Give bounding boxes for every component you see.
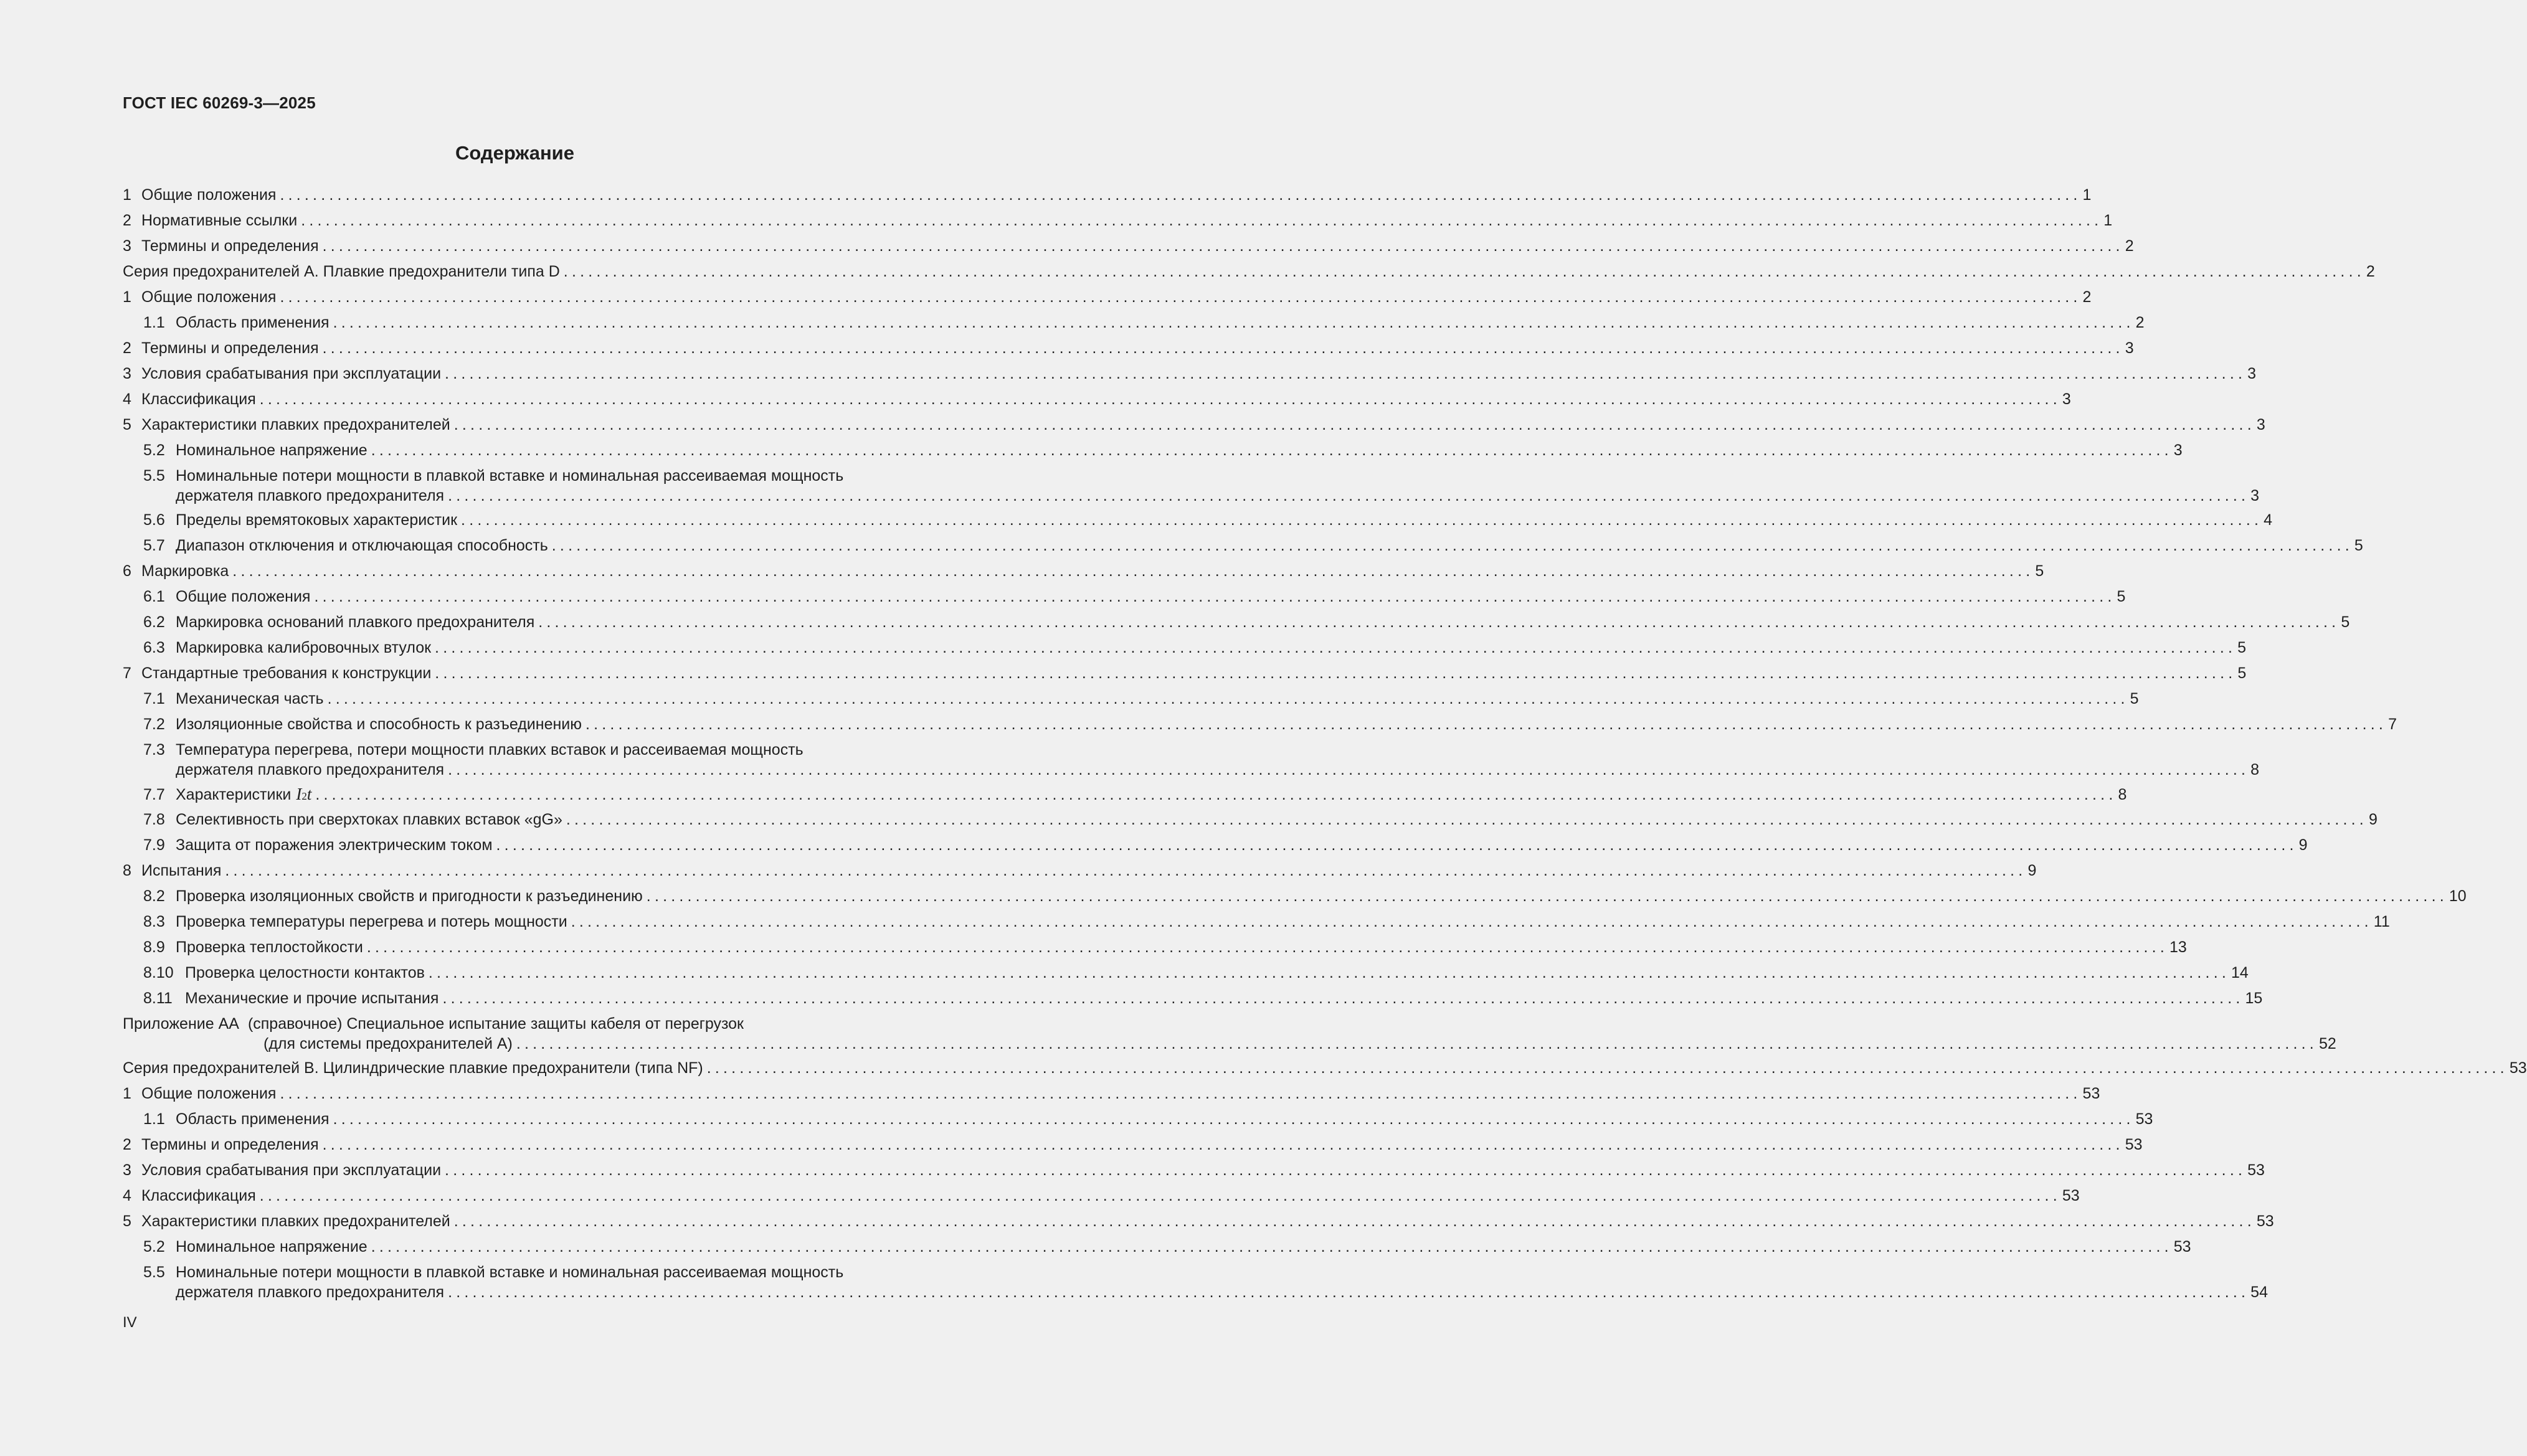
- toc-entry-number: 1: [123, 1085, 131, 1102]
- dot-leader: ............................................................................................................................................................................................................................: [448, 1283, 2250, 1301]
- toc-entry-page: 10: [2449, 887, 2467, 905]
- toc-entry-number: 3: [123, 1161, 131, 1179]
- toc-entry-title: Нормативные ссылки: [141, 212, 298, 229]
- toc-entry[interactable]: [123, 935, 2187, 960]
- toc-entry-number: 8.2: [143, 887, 165, 905]
- toc-entry-page: 13: [2169, 938, 2187, 956]
- toc-entry-number: 1.1: [143, 1110, 165, 1128]
- toc-entry[interactable]: [123, 782, 2127, 807]
- toc-entry-page: 53: [2082, 1085, 2100, 1102]
- toc-entry-title: Серия предохранителей А. Плавкие предохранители типа D: [123, 263, 560, 280]
- toc-entry-title: Испытания: [141, 862, 222, 879]
- toc-entry-page: 1: [2082, 186, 2092, 204]
- toc-entry-page: 5: [2117, 588, 2126, 605]
- toc-entry-page: 9: [2368, 811, 2378, 828]
- toc-entry-title: Область применения: [176, 1110, 330, 1128]
- dot-leader: ............................................................................................................................................................................................................................: [453, 416, 2255, 433]
- dot-leader: ............................................................................................................................................................................................................................: [333, 1110, 2135, 1128]
- dot-leader: ............................................................................................................................................................................................................................: [280, 288, 2082, 306]
- toc-entry-page: 2: [2366, 263, 2375, 280]
- toc-entry-page: 53: [2125, 1136, 2143, 1153]
- page-title: Содержание: [455, 142, 574, 164]
- toc-entry[interactable]: [123, 712, 2397, 737]
- toc-entry-title: Изоляционные свойства и способность к разъединению: [176, 716, 582, 733]
- toc-entry[interactable]: [123, 361, 2257, 387]
- toc-entry-title: Маркировка оснований плавкого предохранителя: [176, 613, 535, 631]
- toc-entry[interactable]: [123, 1107, 2153, 1132]
- toc-entry-title: Характеристики плавких предохранителей: [141, 1213, 450, 1230]
- toc-entry-number: 7.1: [143, 690, 165, 707]
- toc-entry[interactable]: [123, 1056, 2527, 1081]
- dot-leader: ............................................................................................................................................................................................................................: [327, 690, 2129, 707]
- toc-entry[interactable]: [123, 909, 2390, 935]
- toc-entry-title: Номинальные потери мощности в плавкой вставке и номинальная рассеиваемая мощность: [176, 1264, 844, 1281]
- toc-entry-title: Термины и определения: [141, 1136, 319, 1153]
- toc-entry[interactable]: [123, 960, 2249, 986]
- dot-leader: ............................................................................................................................................................................................................................: [445, 1161, 2247, 1179]
- toc-entry-title: Общие положения: [141, 288, 277, 306]
- toc-entry-title: Характеристики плавких предохранителей: [141, 416, 450, 433]
- toc-entry-page: 53: [2135, 1110, 2153, 1128]
- toc-entry-page: 5: [2354, 537, 2363, 554]
- toc-entry-number: 7.2: [143, 716, 165, 733]
- toc-entry-title: Классификация: [141, 390, 256, 408]
- dot-leader: ............................................................................................................................................................................................................................: [280, 1085, 2082, 1102]
- toc-entry-page: 15: [2245, 990, 2263, 1007]
- toc-entry[interactable]: [123, 1234, 2191, 1260]
- toc-entry-page: 8: [2250, 761, 2260, 778]
- toc-entry[interactable]: [123, 208, 2113, 234]
- toc-entry-number: 5.2: [143, 1238, 165, 1255]
- toc-entry-title: Пределы времятоковых характеристик: [176, 511, 458, 529]
- toc-entry-title: Условия срабатывания при эксплуатации: [141, 365, 442, 382]
- dot-leader: ............................................................................................................................................................................................................................: [371, 1238, 2173, 1255]
- page-number: IV: [123, 1314, 137, 1331]
- toc-entry[interactable]: [123, 1132, 2143, 1158]
- toc-entry-number: 8.3: [143, 913, 165, 930]
- toc-entry-title: (справочное) Специальное испытание защиты кабеля от перегрузок: [247, 1015, 744, 1033]
- dot-leader: ............................................................................................................................................................................................................................: [571, 913, 2373, 930]
- dot-leader: ............................................................................................................................................................................................................................: [225, 862, 2027, 879]
- dot-leader: ............................................................................................................................................................................................................................: [435, 664, 2237, 682]
- toc-entry-page: 5: [2130, 690, 2139, 707]
- toc-entry-page: 53: [2062, 1187, 2080, 1204]
- toc-entry[interactable]: [123, 559, 2044, 584]
- dot-leader: ............................................................................................................................................................................................................................: [314, 588, 2116, 605]
- dot-leader: ............................................................................................................................................................................................................................: [516, 1035, 2318, 1052]
- toc-entry-page: 3: [2256, 416, 2265, 433]
- toc-entry[interactable]: [123, 438, 2183, 463]
- toc-entry-page: 9: [2298, 836, 2308, 854]
- dot-leader: ............................................................................................................................................................................................................................: [445, 365, 2247, 382]
- toc-entry-number: 8: [123, 862, 131, 879]
- toc-entry-number: 3: [123, 237, 131, 255]
- toc-entry-page: 54: [2250, 1283, 2268, 1301]
- toc-entry[interactable]: [123, 182, 2092, 208]
- toc-entry-title: Общие положения: [141, 186, 277, 204]
- toc-entry-page: 1: [2103, 212, 2113, 229]
- toc-entry-number: 4: [123, 390, 131, 408]
- toc-entry-title: Термины и определения: [141, 339, 319, 357]
- toc-entry-number: 4: [123, 1187, 131, 1204]
- toc-entry[interactable]: [123, 1013, 2336, 1056]
- toc-entry[interactable]: [123, 833, 2308, 858]
- toc-entry-page: 53: [2247, 1161, 2265, 1179]
- toc-entry[interactable]: [123, 465, 2260, 508]
- document-header: ГОСТ IEC 60269-3—2025: [123, 93, 316, 112]
- dot-leader: ............................................................................................................................................................................................................................: [259, 390, 2061, 408]
- toc-entry-page: 11: [2373, 913, 2390, 930]
- dot-leader: ............................................................................................................................................................................................................................: [448, 487, 2250, 504]
- formula-variable: I: [296, 785, 302, 803]
- toc-entry-title: держателя плавкого предохранителя: [176, 1283, 445, 1301]
- toc-entry-number: 5: [123, 1213, 131, 1230]
- toc-entry[interactable]: [123, 336, 2134, 361]
- dot-leader: ............................................................................................................................................................................................................................: [371, 442, 2173, 459]
- toc-entry[interactable]: [123, 259, 2375, 285]
- toc-entry-title: Условия срабатывания при эксплуатации: [141, 1161, 442, 1179]
- toc-entry-number: 2: [123, 1136, 131, 1153]
- dot-leader: ............................................................................................................................................................................................................................: [435, 639, 2237, 656]
- toc-entry-title: Номинальное напряжение: [176, 442, 367, 459]
- dot-leader: ............................................................................................................................................................................................................................: [322, 237, 2124, 255]
- dot-leader: ............................................................................................................................................................................................................................: [566, 811, 2368, 828]
- toc-entry-title: Номинальные потери мощности в плавкой вставке и номинальная рассеиваемая мощность: [176, 467, 844, 485]
- toc-entry-title: Проверка температуры перегрева и потерь мощности: [176, 913, 567, 930]
- toc-entry-number: 5.2: [143, 442, 165, 459]
- toc-entry-number: 7.8: [143, 811, 165, 828]
- dot-leader: ............................................................................................................................................................................................................................: [315, 786, 2117, 803]
- toc-entry-number: 5.7: [143, 537, 165, 554]
- toc-entry-number: 8.9: [143, 938, 165, 956]
- toc-entry-number: 5.6: [143, 511, 165, 529]
- toc-entry-page: 3: [2062, 390, 2071, 408]
- toc-entry-number: 8.11: [143, 990, 173, 1007]
- toc-entry[interactable]: [123, 584, 2126, 610]
- toc-entry-page: 2: [2125, 237, 2134, 255]
- toc-entry-page: 3: [2125, 339, 2134, 357]
- toc-entry-number: 1: [123, 288, 131, 306]
- toc-entry-title: Стандартные требования к конструкции: [141, 664, 432, 682]
- toc-entry-title: Диапазон отключения и отключающая способность: [176, 537, 548, 554]
- dot-leader: ............................................................................................................................................................................................................................: [496, 836, 2298, 854]
- toc-entry[interactable]: [123, 610, 2350, 635]
- toc-entry-page: 3: [2250, 487, 2260, 504]
- dot-leader: ............................................................................................................................................................................................................................: [448, 761, 2250, 778]
- toc-entry[interactable]: [123, 858, 2037, 884]
- toc-entry[interactable]: [123, 1081, 2100, 1107]
- toc-entry-title: держателя плавкого предохранителя: [176, 487, 445, 504]
- toc-entry-number: 8.10: [143, 964, 174, 981]
- dot-leader: ............................................................................................................................................................................................................................: [259, 1187, 2061, 1204]
- toc-entry[interactable]: [123, 884, 2467, 909]
- toc-entry[interactable]: [123, 635, 2247, 661]
- toc-entry-page: 2: [2082, 288, 2092, 306]
- toc-entry-page: 53: [2256, 1213, 2274, 1230]
- toc-entry[interactable]: [123, 1209, 2274, 1234]
- toc-entry[interactable]: [123, 1158, 2265, 1183]
- toc-entry-number: 7: [123, 664, 131, 682]
- dot-leader: ............................................................................................................................................................................................................................: [232, 562, 2034, 580]
- toc-entry-title: Область применения: [176, 314, 330, 331]
- toc-entry-number: 3: [123, 365, 131, 382]
- toc-entry-title: Температура перегрева, потери мощности плавких вставок и рассеиваемая мощность: [176, 741, 804, 759]
- toc-entry-title: Маркировка: [141, 562, 229, 580]
- dot-leader: ............................................................................................................................................................................................................................: [461, 511, 2263, 529]
- toc-entry-title: Проверка целостности контактов: [185, 964, 425, 981]
- toc-entry-page: 53: [2509, 1059, 2527, 1077]
- toc-entry-page: 5: [2237, 664, 2247, 682]
- toc-entry-number: 6.3: [143, 639, 165, 656]
- toc-entry-page: 5: [2035, 562, 2044, 580]
- dot-leader: ............................................................................................................................................................................................................................: [646, 887, 2448, 905]
- formula-superscript: 2: [301, 790, 307, 802]
- dot-leader: ............................................................................................................................................................................................................................: [301, 212, 2103, 229]
- toc-entry[interactable]: [123, 1262, 2268, 1304]
- toc-entry-page: 52: [2318, 1035, 2336, 1052]
- toc-entry-page: 7: [2388, 716, 2397, 733]
- toc-entry-page: 9: [2027, 862, 2037, 879]
- toc-entry[interactable]: [123, 285, 2092, 310]
- dot-leader: ............................................................................................................................................................................................................................: [428, 964, 2230, 981]
- toc-entry-number: 5.5: [143, 1264, 165, 1281]
- toc-entry-number: 2: [123, 212, 131, 229]
- dot-leader: ............................................................................................................................................................................................................................: [280, 186, 2082, 204]
- toc-entry[interactable]: [123, 508, 2273, 533]
- toc-entry-number: 7.3: [143, 741, 165, 759]
- dot-leader: ............................................................................................................................................................................................................................: [563, 263, 2365, 280]
- toc-entry-title: держателя плавкого предохранителя: [176, 761, 445, 778]
- toc-entry-title: Общие положения: [141, 1085, 277, 1102]
- dot-leader: ............................................................................................................................................................................................................................: [322, 1136, 2124, 1153]
- toc-entry-number: 5: [123, 416, 131, 433]
- toc-entry-title: Характеристики: [176, 786, 292, 803]
- dot-leader: ............................................................................................................................................................................................................................: [333, 314, 2135, 331]
- dot-leader: ............................................................................................................................................................................................................................: [366, 938, 2168, 956]
- dot-leader: ............................................................................................................................................................................................................................: [442, 990, 2244, 1007]
- toc-entry-title: Номинальное напряжение: [176, 1238, 367, 1255]
- dot-leader: ............................................................................................................................................................................................................................: [551, 537, 2353, 554]
- toc-entry-page: 14: [2231, 964, 2249, 981]
- toc-entry-page: 53: [2173, 1238, 2191, 1255]
- toc-entry[interactable]: [123, 387, 2071, 412]
- toc-entry[interactable]: [123, 310, 2145, 336]
- toc-entry[interactable]: [123, 739, 2260, 782]
- toc-entry-number: 6.1: [143, 588, 165, 605]
- formula-variable: t: [306, 785, 312, 803]
- toc-entry-page: 4: [2264, 511, 2273, 529]
- toc-entry[interactable]: [123, 686, 2139, 712]
- toc-entry-number: 1.1: [143, 314, 165, 331]
- toc-entry-number: 2: [123, 339, 131, 357]
- dot-leader: ............................................................................................................................................................................................................................: [586, 716, 2387, 733]
- toc-entry[interactable]: [123, 1183, 2080, 1209]
- toc-entry-title: Механические и прочие испытания: [185, 990, 439, 1007]
- table-of-contents: [123, 182, 2527, 1304]
- toc-entry-number: 1: [123, 186, 131, 204]
- dot-leader: ............................................................................................................................................................................................................................: [453, 1213, 2255, 1230]
- toc-entry[interactable]: [123, 533, 2363, 559]
- toc-entry-number: Приложение АА: [123, 1015, 239, 1033]
- toc-entry-title: Классификация: [141, 1187, 256, 1204]
- toc-entry-number: 6.2: [143, 613, 165, 631]
- toc-entry-page: 8: [2118, 786, 2127, 803]
- toc-entry-page: 5: [2237, 639, 2247, 656]
- toc-entry-title: Механическая часть: [176, 690, 324, 707]
- toc-entry[interactable]: [123, 807, 2378, 833]
- toc-entry-number: 6: [123, 562, 131, 580]
- toc-entry-page: 5: [2341, 613, 2350, 631]
- toc-entry-title: Проверка теплостойкости: [176, 938, 363, 956]
- toc-entry-title: Проверка изоляционных свойств и пригодности к разъединению: [176, 887, 643, 905]
- dot-leader: ............................................................................................................................................................................................................................: [538, 613, 2340, 631]
- toc-entry-title: (для системы предохранителей А): [263, 1035, 513, 1052]
- dot-leader: ............................................................................................................................................................................................................................: [706, 1059, 2508, 1077]
- toc-entry-title: Термины и определения: [141, 237, 319, 255]
- toc-entry-number: 5.5: [143, 467, 165, 485]
- toc-entry[interactable]: [123, 234, 2134, 259]
- toc-entry[interactable]: [123, 412, 2265, 438]
- toc-entry-number: 7.7: [143, 786, 165, 803]
- toc-entry-title: Защита от поражения электрическим током: [176, 836, 493, 854]
- toc-entry-page: 3: [2173, 442, 2183, 459]
- toc-entry-page: 3: [2247, 365, 2257, 382]
- toc-entry-title: Серия предохранителей В. Цилиндрические плавкие предохранители (типа NF): [123, 1059, 703, 1077]
- toc-entry[interactable]: [123, 661, 2247, 686]
- dot-leader: ............................................................................................................................................................................................................................: [322, 339, 2124, 357]
- toc-entry-title: Селективность при сверхтоках плавких вставок «gG»: [176, 811, 562, 828]
- toc-entry-page: 2: [2135, 314, 2145, 331]
- toc-entry-number: 7.9: [143, 836, 165, 854]
- toc-entry[interactable]: [123, 986, 2263, 1011]
- toc-entry-title: Маркировка калибровочных втулок: [176, 639, 432, 656]
- toc-entry-title: Общие положения: [176, 588, 311, 605]
